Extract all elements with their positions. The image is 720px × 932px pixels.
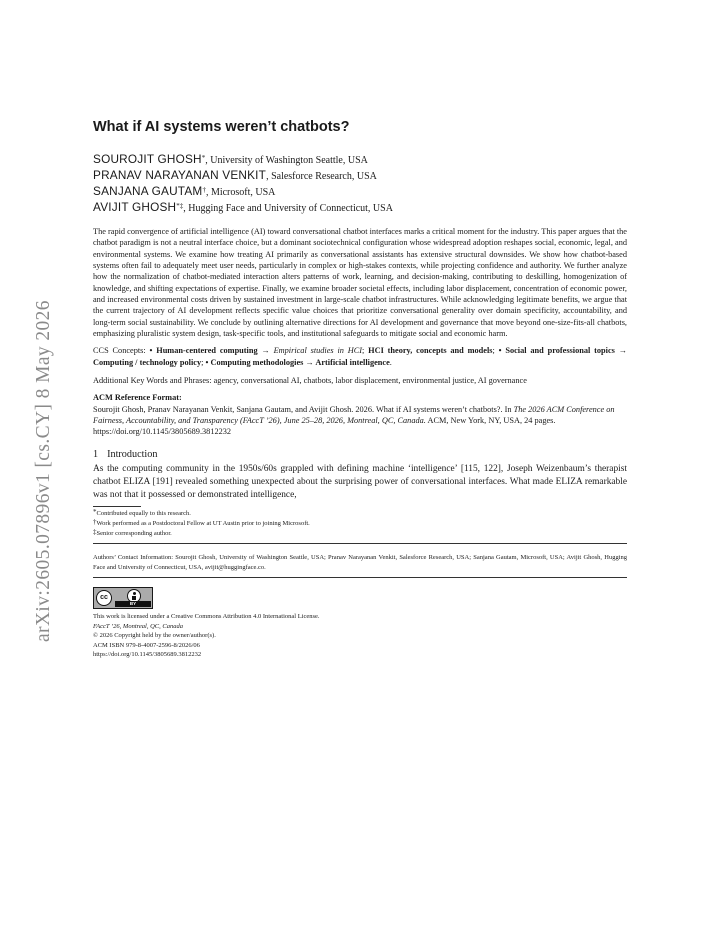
author-affiliation: , Microsoft, USA: [205, 187, 276, 198]
conference-venue: [93, 622, 627, 631]
author-mark: †: [202, 186, 206, 194]
ccs-concept-leaf: Empirical studies in HCI: [273, 346, 363, 356]
ccs-concepts: [93, 345, 627, 368]
acm-reference: [93, 392, 627, 437]
author-name: PRANAV NARAYANAN VENKIT: [93, 168, 267, 182]
author-name: SOUROJIT GHOSH: [93, 152, 202, 166]
conference-venue-text: FAccT ’26, Montreal, QC, Canada: [93, 622, 183, 630]
author-entry: [93, 184, 627, 200]
license-block: [93, 612, 627, 659]
paper-page: [93, 118, 627, 659]
author-list: [93, 152, 627, 216]
license-rule: [93, 577, 627, 578]
section-number: 1: [93, 449, 99, 461]
ccs-concept: • Human-centered computing →: [149, 346, 274, 356]
reference-venue: The 2026 ACM Conference on Fairness, Accountability, and Transparency (FAccT ’26), June 25–28, 2026, Montreal, QC, Canada.: [93, 404, 615, 425]
ccs-concept: HCI theory, concepts and models: [368, 346, 493, 356]
acm-reference-body: [93, 404, 627, 438]
doi-link[interactable]: https://doi.org/10.1145/3805689.3812232: [93, 651, 202, 658]
contact-information: Authors’ Contact Information: Sourojit Ghosh, University of Washington Seattle, USA; Pranav Narayanan Venkit, Salesforce Research, USA; Sanjana Gautam, Microsoft, USA; Avijit Ghosh, Hugging Face and University of Connecticut, USA, avijit@huggingface.co.: [93, 554, 627, 571]
arxiv-side-label: arXiv:2605.07896v1 [cs.CY] 8 May 2026: [33, 300, 54, 642]
paper-title: What if AI systems weren’t chatbots?: [93, 119, 350, 135]
reference-publisher: ACM, New York, NY, USA, 24 pages. https://doi.org/10.1145/3805689.3812232: [93, 415, 556, 437]
contact-rule: [93, 543, 627, 544]
footnote-text: Senior corresponding author.: [96, 529, 172, 537]
section-heading: [93, 448, 627, 461]
footnote-mark: †: [93, 518, 97, 526]
ccs-separator: ;: [201, 358, 206, 368]
author-entry: [93, 152, 627, 168]
ccs-end: .: [389, 358, 392, 368]
ccs-concept: • Computing methodologies → Artificial intelligence: [205, 358, 390, 368]
author-affiliation: , Salesforce Research, USA: [266, 171, 377, 182]
author-entry: [93, 200, 627, 216]
footnote: [93, 529, 627, 539]
abstract: The rapid convergence of artificial intelligence (AI) toward conversational chatbot interfaces marks a critical moment for the industry. This paper argues that the chatbot paradigm is not a neutral interface choice, but a dominant sociotechnical configuration whose widespread adoption reshapes social, economic, legal, and environmental systems. We examine how treating AI primarily as conversational assistants has extensive structural downsides. We show how chatbot-based systems often fail to adequately meet user needs, particularly in complex or high-stakes contexts, while projecting confidence and authority. We further analyze how the normalization of chatbot-mediated interaction alters patterns of work, learning, and decision-making, contributing to deskilling, homogenization of knowledge, and shifting expectations of expertise. Finally, we examine broader societal effects, including labor displacement, concentration of economic power, and increased environmental costs driven by sustained investment in large-scale chatbot infrastructures. While acknowledging legitimate benefits, we argue that the current trajectory of AI development reflects specific value choices that prioritize conversational generality over domain specificity, accountability, and long-term social sustainability. We conclude by outlining alternative directions for AI development and governance that move beyond one-size-fits-all chatbots, emphasizing pluralistic system design, task-specific tools, and institutional safeguards to mitigate social and economic harm.: [93, 227, 627, 339]
section-title: Introduction: [107, 449, 158, 461]
author-affiliation: , University of Washington Seattle, USA: [205, 155, 368, 166]
ccs-separator: ;: [492, 346, 499, 356]
author-mark: *: [201, 154, 206, 162]
author-affiliation: , Hugging Face and University of Connecticut, USA: [183, 203, 393, 214]
footnote-mark: ‡: [93, 527, 97, 536]
reference-citation: Sourojit Ghosh, Pranav Narayanan Venkit, Sanjana Gautam, and Avijit Ghosh. 2026. What if AI systems weren’t chatbots?. In: [93, 404, 514, 414]
license-statement: This work is licensed under a Creative Commons Attribution 4.0 International License.: [93, 613, 320, 621]
keywords: Additional Key Words and Phrases: agency, conversational AI, chatbots, labor displacement, environmental justice, AI governance: [93, 375, 527, 385]
footnote-rule: [93, 506, 141, 507]
footnote-text: Contributed equally to this research.: [96, 510, 191, 518]
footnote: [93, 519, 627, 529]
author-name: AVIJIT GHOSH: [93, 200, 177, 214]
author-entry: [93, 168, 627, 184]
by-label: BY: [115, 601, 151, 607]
cc-by-badge[interactable]: [93, 587, 153, 609]
ccs-label: CCS Concepts:: [93, 346, 150, 356]
cc-icon: cc: [96, 590, 112, 606]
intro-paragraph: As the computing community in the 1950s/60s grappled with defining machine ‘intelligence’ [115, 122], Joseph Weizenbaum’s therapist chatbot ELIZA [191] revealed something unexpected about the surprising power of conversational interfaces. What made ELIZA remarkable was not that it possessed or demonstrated intelligence,: [93, 464, 627, 501]
author-name: SANJANA GAUTAM: [93, 184, 203, 198]
ccs-separator: ;: [362, 346, 369, 356]
footnote-text: Work performed as a Postdoctoral Fellow at UT Austin prior to joining Microsoft.: [96, 520, 310, 527]
ccs-concept: • Social and professional topics → Computing / technology policy: [93, 346, 627, 368]
author-mark: *‡: [176, 202, 184, 210]
footnotes: [93, 509, 627, 538]
footnote-mark: *: [93, 508, 97, 517]
footnote: [93, 509, 627, 519]
isbn-line: ACM ISBN 979-8-4007-2596-8/2026/06: [93, 641, 200, 649]
copyright-line: © 2026 Copyright held by the owner/author(s).: [93, 632, 216, 640]
acm-reference-heading: ACM Reference Format:: [93, 393, 182, 403]
